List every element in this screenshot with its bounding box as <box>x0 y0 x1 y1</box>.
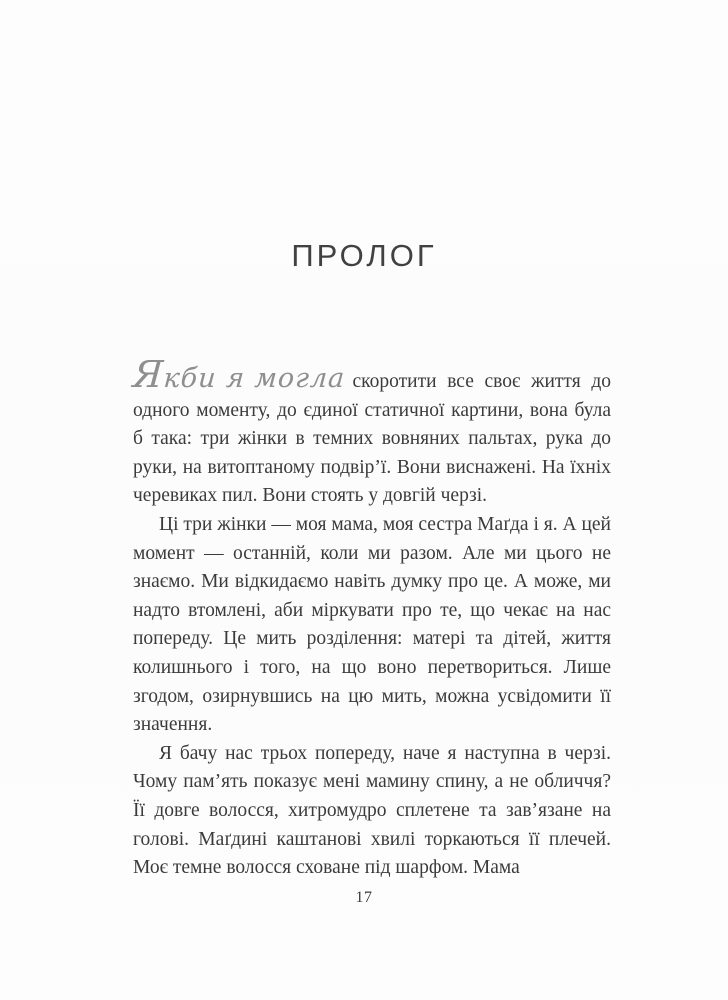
chapter-title: ПРОЛОГ <box>291 238 437 273</box>
paragraph-2: Ці три жінки — моя мама, моя сестра Маґда і я. А цей момент — останній, коли ми разом. Але ми цього не знаємо. Ми відкидаємо навіть думку про це. А може, ми надто втомлені, аби міркувати про те, що чекає на нас попереду. Це мить розділення: матері та дітей, життя колишнього і того, на що воно перетвориться. Лише згодом, озирнувшись на цю мить, можна усвідомити її значення. <box>133 513 611 736</box>
body-text <box>131 353 611 883</box>
page-number: 17 <box>355 889 373 906</box>
paragraph-1 <box>131 353 611 511</box>
paragraph-3: Я бачу нас трьох попереду, наче я наступна в черзі. Чому пам’ять показує мені мамину спину, а не обличчя? Її довге волосся, хитромудро сплетене та зав’язане на голові. Маґдині каштанові хвилі торкаються її плечей. Моє темне волосся сховане під шарфом. Мама <box>133 742 611 879</box>
paragraph-1-text: скоротити все своє життя до одного моменту, до єдиної статичної картини, вона була б така: три жінки в темних вовняних пальтах, рука до руки, на витоптаному подвір’ї. Вони виснажені. На їхніх черевиках пил. Вони стоять у довгій черзі. <box>133 371 611 507</box>
script-opener: Якби я могла <box>131 353 347 396</box>
